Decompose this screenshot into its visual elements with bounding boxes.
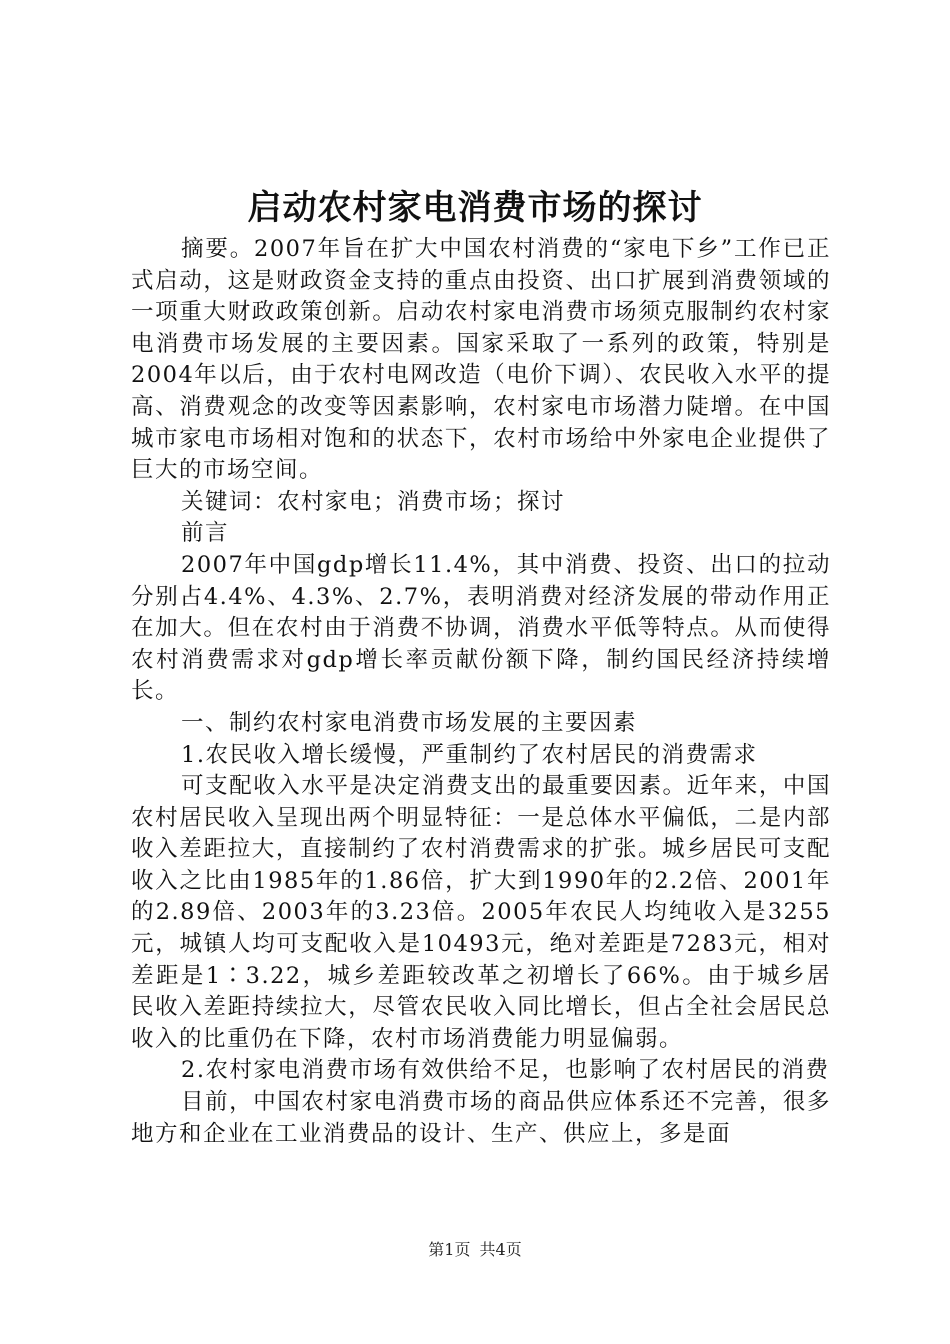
subsection-heading-2: 2.农村家电消费市场有效供给不足，也影响了农村居民的消费 bbox=[181, 1057, 830, 1084]
document-body bbox=[131, 234, 831, 1150]
subsection-heading-1: 1.农民收入增长缓慢，严重制约了农村居民的消费需求 bbox=[181, 741, 758, 768]
page-footer bbox=[0, 1238, 950, 1262]
document-title: 启动农村家电消费市场的探讨 bbox=[247, 188, 703, 228]
abstract-paragraph: 摘要。2007年旨在扩大中国农村消费的“家电下乡”工作已正式启动，这是财政资金支持的重点由投资、出口扩展到消费领域的一项重大财政政策创新。启动农村家电消费市场须克服制约农村家电消费市场发展的主要因素。国家采取了一系列的政策，特别是2004年以后，由于农村电网改造（电价下调）、农民收入水平的提高、消费观念的改变等因素影响，农村家电市场潜力陡增。在中国城市家电市场相对饱和的状态下，农村市场给中外家电企业提供了巨大的市场空间。 bbox=[131, 236, 832, 484]
income-paragraph: 可支配收入水平是决定消费支出的最重要因素。近年来，中国农村居民收入呈现出两个明显特征：一是总体水平偏低，二是内部收入差距拉大，直接制约了农村消费需求的扩张。城乡居民可支配收入之比由1985年的1.86倍，扩大到1990年的2.2倍、2001年的2.89倍、2003年的3.23倍。2005年农民人均纯收入是3255元，城镇人均可支配收入是10493元，绝对差距是7283元，相对差距是1∶3.22，城乡差距较改革之初增长了66%。由于城乡居民收入差距持续拉大，尽管农民收入同比增长，但占全社会居民总收入的比重仍在下降，农村市场消费能力明显偏弱。 bbox=[131, 773, 831, 1052]
keywords-line: 关键词：农村家电；消费市场；探讨 bbox=[181, 488, 566, 515]
preface-heading: 前言 bbox=[181, 520, 230, 547]
section-heading-1: 一、制约农村家电消费市场发展的主要因素 bbox=[181, 709, 638, 736]
page-total: 共4页 bbox=[479, 1240, 522, 1259]
supply-paragraph: 目前，中国农村家电消费市场的商品供应体系还不完善，很多地方和企业在工业消费品的设计、生产、供应上，多是面 bbox=[131, 1089, 831, 1147]
page-number: 第1页 bbox=[428, 1240, 471, 1259]
preface-paragraph: 2007年中国gdp增长11.4%，其中消费、投资、出口的拉动分别占4.4%、4.3%、2.7%，表明消费对经济发展的带动作用正在加大。但在农村由于消费不协调，消费水平低等特点。从而使得农村消费需求对gdp增长率贡献份额下降，制约国民经济持续增长。 bbox=[131, 551, 831, 705]
